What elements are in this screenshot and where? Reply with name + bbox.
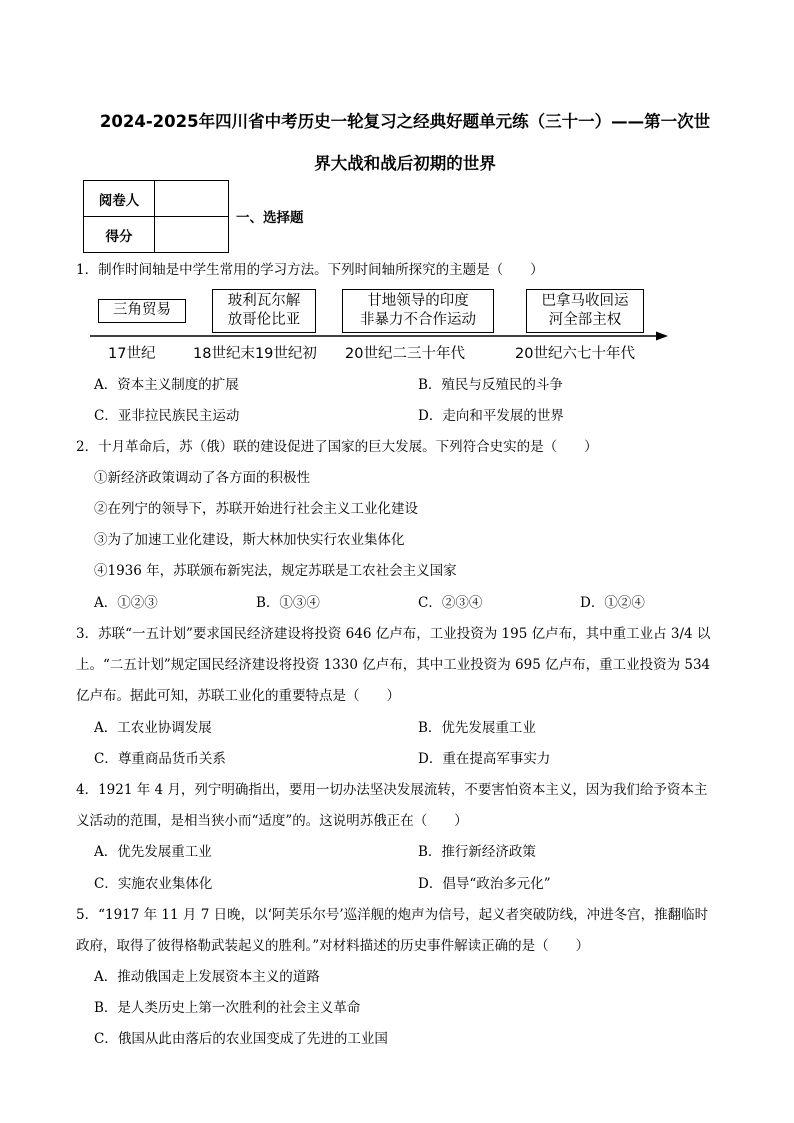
q5-option-c[interactable]: C．俄国从此由落后的农业国变成了先进的工业国 [94, 1031, 388, 1047]
timeline-event-4 [526, 289, 644, 333]
q1-option-a[interactable]: A．资本主义制度的扩展 [94, 377, 239, 393]
q1-option-c[interactable]: C．亚非拉民族民主运动 [94, 408, 240, 424]
timeline-axis-arrow [90, 330, 670, 342]
timeline-event-2-line2: 放哥伦比亚 [227, 312, 301, 328]
q4-option-b[interactable]: B．推行新经济政策 [418, 844, 536, 860]
timeline-event-1 [98, 299, 186, 323]
timeline-period-4: 20世纪六七十年代 [515, 346, 635, 362]
q2-option-c[interactable]: C．②③④ [418, 595, 483, 611]
q5-stem-line2: 政府，取得了彼得格勒武装起义的胜利。”对材料描述的历史事件解读正确的是（ ） [76, 938, 590, 954]
page-title-line1: 2024-2025年四川省中考历史一轮复习之经典好题单元练（三十一）——第一次世 [99, 112, 711, 131]
timeline-event-3 [342, 289, 494, 333]
q1-option-b[interactable]: B．殖民与反殖民的斗争 [418, 377, 563, 393]
q4-option-c[interactable]: C．实施农业集体化 [94, 876, 213, 892]
q4-stem-line1: 4．1921 年 4 月，列宁明确指出，要用一切办法坚决发展流转，不要害怕资本主义，因为我们给予资本主 [76, 782, 708, 798]
q4-stem-line2: 义活动的范围，是相当狭小而“适度”的。这说明苏俄正在（ ） [76, 813, 468, 829]
q5-option-b[interactable]: B．是人类历史上第一次胜利的社会主义革命 [94, 1000, 361, 1016]
reviewer-label: 阅卷人 [84, 181, 155, 217]
q3-option-c[interactable]: C．尊重商品货币关系 [94, 751, 226, 767]
q3-stem-line1: 3．苏联“一五计划”要求国民经济建设将投资 646 亿卢布，工业投资为 195 亿卢布，其中重工业占 3/4 以 [76, 626, 711, 642]
q3-stem-line3: 亿卢布。据此可知，苏联工业化的重要特点是（ ） [76, 688, 400, 704]
q5-stem-line1: 5．“1917 年 11 月 7 日晚，以‘阿芙乐尔号’巡洋舰的炮声为信号，起义者突破防线，冲进冬宫，推翻临时 [76, 907, 709, 923]
q2-item-1: ①新经济政策调动了各方面的积极性 [94, 470, 310, 486]
q2-item-2: ②在列宁的领导下，苏联开始进行社会主义工业化建设 [94, 501, 418, 517]
reviewer-field[interactable] [155, 181, 229, 217]
q2-item-3: ③为了加速工业化建设，斯大林加快实行农业集体化 [94, 532, 405, 548]
q3-option-a[interactable]: A．工农业协调发展 [94, 720, 212, 736]
q1-option-d[interactable]: D．走向和平发展的世界 [418, 408, 564, 424]
q2-stem: 2．十月革命后，苏（俄）联的建设促进了国家的巨大发展。下列符合史实的是（ ） [76, 439, 598, 455]
timeline-period-1: 17世纪 [108, 346, 156, 362]
q4-option-d[interactable]: D．倡导“政治多元化” [418, 876, 551, 892]
q3-option-b[interactable]: B．优先发展重工业 [418, 720, 536, 736]
timeline-event-2 [212, 289, 316, 333]
timeline-period-3: 20世纪二三十年代 [345, 346, 465, 362]
timeline-event-3-line2: 非暴力不合作运动 [360, 312, 476, 328]
score-table [83, 180, 229, 253]
score-label: 得分 [84, 217, 155, 253]
q3-stem-line2: 上。“二五计划”规定国民经济建设将投资 1330 亿卢布，其中工业投资为 695 亿卢布，重工业投资为 534 [76, 657, 711, 673]
q2-item-4: ④1936 年，苏联颁布新宪法，规定苏联是工农社会主义国家 [94, 563, 457, 579]
q2-option-a[interactable]: A．①②③ [94, 595, 158, 611]
q5-option-a[interactable]: A．推动俄国走上发展资本主义的道路 [94, 969, 320, 985]
section-title: 一、选择题 [236, 210, 304, 226]
q2-option-d[interactable]: D．①②④ [580, 595, 645, 611]
q3-option-d[interactable]: D．重在提高军事实力 [418, 751, 551, 767]
timeline-event-3-line1: 甘地领导的印度 [367, 293, 469, 309]
q4-option-a[interactable]: A．优先发展重工业 [94, 844, 212, 860]
timeline-event-4-line2: 河全部主权 [548, 312, 622, 328]
timeline-event-4-line1: 巴拿马收回运 [541, 293, 629, 309]
page-title-line2: 界大战和战后初期的世界 [314, 154, 496, 173]
timeline-period-2: 18世纪末19世纪初 [193, 346, 317, 362]
timeline-event-2-line1: 玻利瓦尔解 [227, 293, 301, 309]
score-field[interactable] [155, 217, 229, 253]
timeline-event-1-line1: 三角贸易 [113, 302, 171, 318]
q1-stem: 1．制作时间轴是中学生常用的学习方法。下列时间轴所探究的主题是（ ） [76, 262, 544, 278]
q2-option-b[interactable]: B．①③④ [256, 595, 320, 611]
